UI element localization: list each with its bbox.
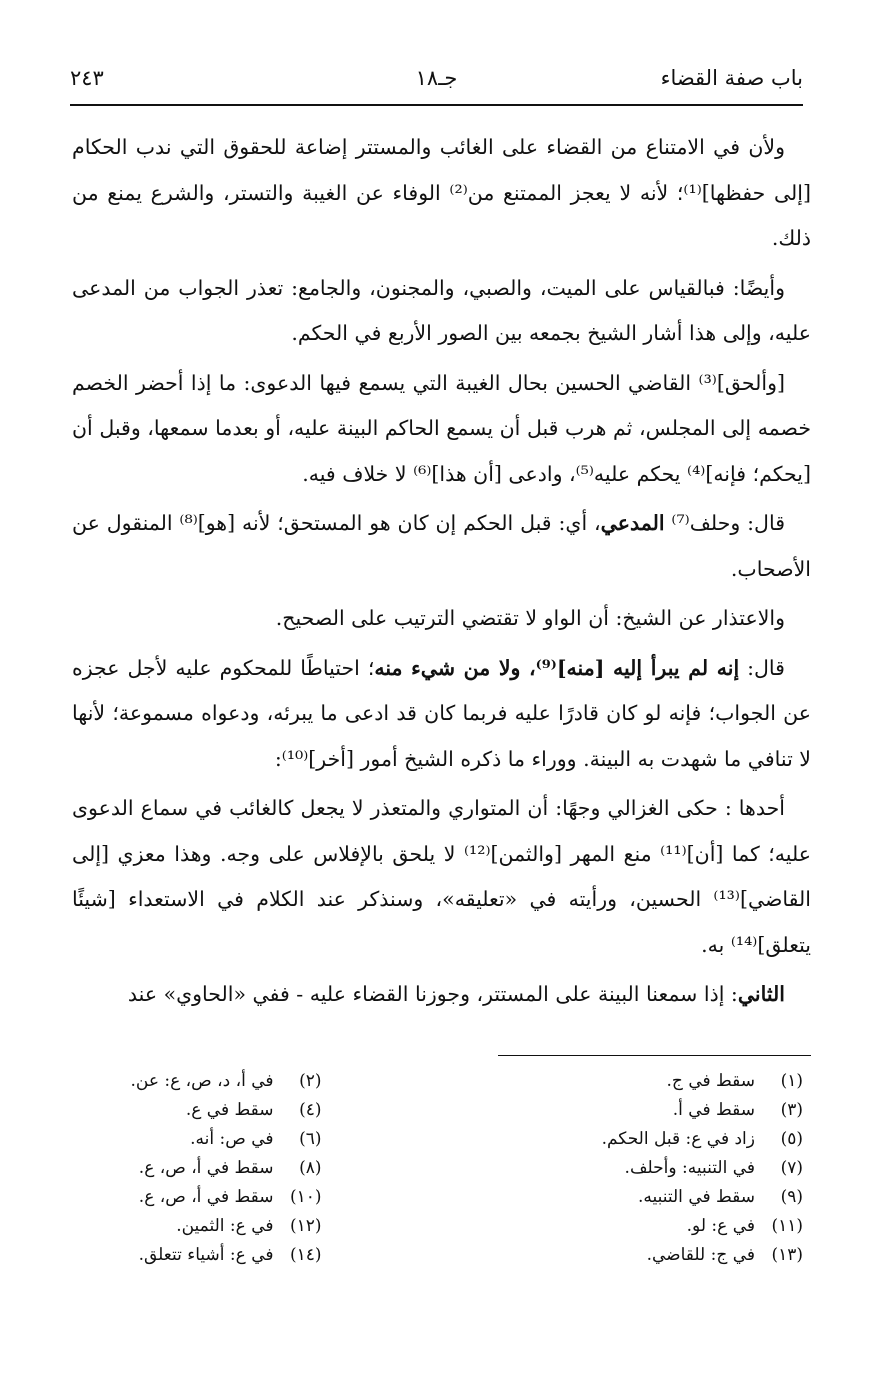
footnote: (٢)في أ، د، ص، ع: عن.: [130, 1071, 322, 1091]
text-run: : إذا سمعنا البينة على المستتر، وجوزنا القضاء عليه - ففي «الحاوي» عند: [127, 982, 738, 1006]
bold-matn: إنه لم يبرأ إليه [منه]⁽⁹⁾، ولا من شيء منه: [374, 655, 740, 680]
footnote: (٦)في ص: أنه.: [190, 1129, 322, 1149]
paragraph: أحدها : حكى الغزالي وجهًا: أن المتواري والمتعذر لا يجعل كالغائب في سماع الدعوى عليه؛ كما [أن]⁽¹¹⁾ منع المهر [والثمن]⁽¹²⁾ لا يلحق بالإفلاس على وجه. وهذا معزي [إلى القاضي]⁽¹³⁾ الحسين، ورأيته في «تعليقه»، وسنذكر عند الكلام في الاستعداء [شيئًا يتعلق]⁽¹⁴⁾ به.: [72, 796, 811, 957]
bold-matn: المدعي: [600, 511, 665, 535]
running-header: [70, 60, 803, 96]
footnote: (١٣)في ج: للقاضي.: [646, 1245, 803, 1265]
paragraph: والاعتذار عن الشيخ: أن الواو لا تقتضي الترتيب على الصحيح.: [275, 606, 785, 630]
footnotes: [72, 1067, 811, 1270]
bold-heading: الثاني: [737, 982, 785, 1006]
chapter-title: باب صفة القضاء: [660, 66, 803, 90]
text-run: قال: وحلف⁽⁷⁾: [664, 511, 785, 535]
paragraph: [72, 646, 811, 783]
paragraph: ولأن في الامتناع من القضاء على الغائب والمستتر إضاعة للحقوق التي ندب الحكام [إلى حفظها]⁽¹⁾؛ لأنه لا يعجز الممتنع من⁽²⁾ الوفاء عن الغيبة والتستر، والشرع يمنع من ذلك.: [72, 135, 811, 250]
text-run: قال:: [739, 655, 785, 680]
footnote: (٩)سقط في التنبيه.: [637, 1187, 803, 1207]
text-run: ، أي: قبل الحكم إن كان هو المستحق؛ لأنه [هو]⁽⁸⁾ المنقول عن الأصحاب.: [72, 511, 811, 581]
footnote: (٤)سقط في ع.: [185, 1100, 322, 1120]
paragraph: [72, 501, 811, 592]
header-rule: [70, 104, 803, 106]
text-run: ؛ احتياطًا للمحكوم عليه لأجل عجزه عن الجواب؛ فإنه لو كان قادرًا عليه فربما كان قد ادعى ما يبرئه، ودعواه مسموعة؛ لأنها لا تنافي ما شهدت به البينة. ووراء ما ذكره الشيخ أمور [أخر]⁽¹⁰⁾:: [72, 655, 811, 771]
footnote: (١)سقط في ج.: [666, 1071, 803, 1091]
footnote: (١٢)في ع: الثمين.: [176, 1216, 322, 1236]
main-text: [72, 125, 811, 1018]
paragraph: [وألحق]⁽³⁾ القاضي الحسين بحال الغيبة التي يسمع فيها الدعوى: ما إذا أحضر الخصم خصمه إلى المجلس، ثم هرب قبل أن يسمع الحاكم البينة عليه، أو بعدما سمعها، وقبل أن [يحكم؛ فإنه]⁽⁴⁾ يحكم عليه⁽⁵⁾، وادعى [أن هذا]⁽⁶⁾ لا خلاف فيه.: [72, 370, 811, 486]
volume-label: جـ١٨: [415, 66, 458, 90]
footnote: (٨)سقط في أ، ص، ع.: [138, 1158, 322, 1178]
footnote: (١٤)في ع: أشياء تتعلق.: [138, 1245, 322, 1265]
footnote-rule: [498, 1055, 811, 1056]
footnote: (٣)سقط في أ.: [672, 1100, 803, 1120]
footnote: (١٠)سقط في أ، ص، ع.: [138, 1187, 322, 1207]
page-number: ٢٤٣: [70, 66, 104, 90]
footnote: (١١)في ع: لو.: [686, 1216, 803, 1236]
paragraph: وأيضًا: فبالقياس على الميت، والصبي، والمجنون، والجامع: تعذر الجواب من المدعى عليه، وإلى هذا أشار الشيخ بجمعه بين الصور الأربع في الحكم.: [72, 275, 811, 345]
paragraph: [72, 972, 811, 1018]
footnote: (٧)في التنبيه: وأحلف.: [624, 1158, 803, 1178]
footnote: (٥)زاد في ع: قبل الحكم.: [601, 1129, 803, 1149]
